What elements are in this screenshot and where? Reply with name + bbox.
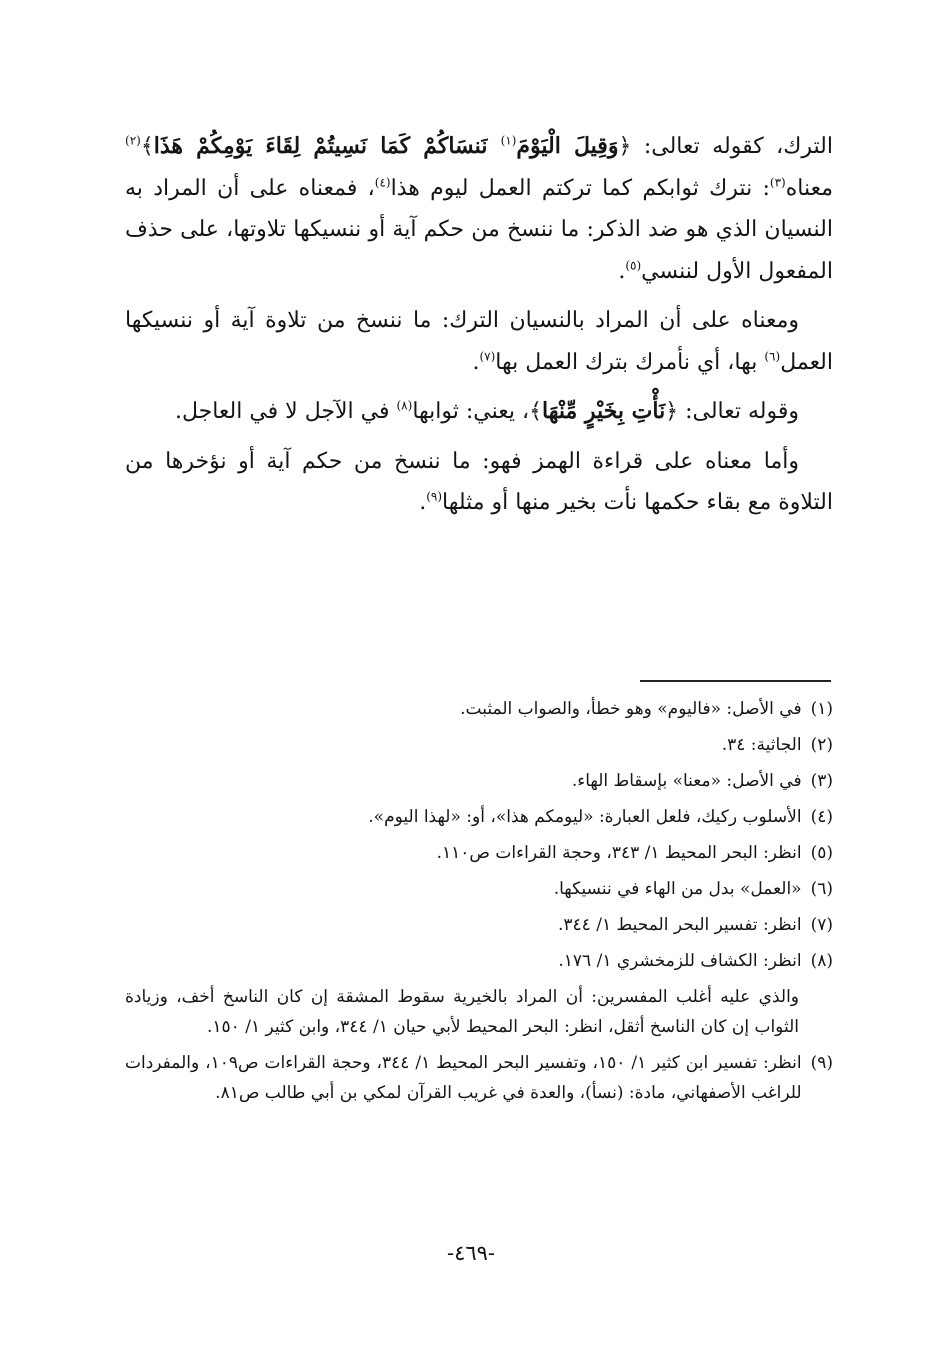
- footnote-number: (١): [810, 699, 833, 719]
- quran-bracket: ﴾: [140, 134, 154, 159]
- footnote-item: [125, 838, 833, 868]
- quran-verse: نَأْتِ بِخَيْرٍ مِّنْهَا: [541, 398, 666, 424]
- footnote-text: الجاثية: ٣٤.: [721, 735, 802, 755]
- footnote-marker: (٢): [125, 133, 141, 148]
- footnote-continuation: والذي عليه أغلب المفسرين: أن المراد بالخيرية سقوط المشقة إن كان الناسخ أخف، وزيادة الثواب إن كان الناسخ أثقل، انظر: البحر المحيط لأبي حيان ١/ ٣٤٤، وابن كثير ١/ ١٥٠.: [125, 987, 799, 1037]
- footnote-text: في الأصل: «معنا» بإسقاط الهاء.: [571, 771, 802, 791]
- footnote-text: انظر: البحر المحيط ١/ ٣٤٣، وحجة القراءات ص١١٠.: [436, 843, 802, 863]
- text-run: .: [618, 258, 626, 284]
- footnote-number: (٣): [810, 771, 833, 791]
- footnote-number: (٦): [810, 879, 833, 899]
- page-number: -٤٦٩-: [446, 1241, 496, 1265]
- footnote-marker: (٤): [374, 175, 391, 190]
- quran-verse: نَنسَاكُمْ كَمَا نَسِيتُمْ لِقَاءَ يَوْمِكُمْ هَذَا: [153, 133, 501, 159]
- body-paragraph: [125, 391, 833, 433]
- footnote-marker: (٩): [426, 489, 443, 504]
- text-run: ومعناه على أن المراد بالنسيان الترك: ما ننسخ من تلاوة آية أو ننسيكها العمل: [125, 308, 833, 375]
- footnote-text: «العمل» بدل من الهاء في ننسيكها.: [553, 879, 802, 899]
- text-run: في الآجل لا في العاجل.: [174, 399, 397, 424]
- footnote-marker: (٦): [764, 349, 781, 364]
- text-run: الترك، كقوله تعالى:: [631, 134, 833, 159]
- footnote-marker: (١): [500, 133, 517, 148]
- footnote-number: (٤): [810, 807, 833, 827]
- body-paragraph: [125, 441, 833, 524]
- footnote-number: (٥): [810, 843, 833, 863]
- footnote-marker: (٥): [625, 258, 642, 273]
- footnote-item: [125, 730, 833, 760]
- footnote-item: [125, 802, 833, 832]
- footnote-item: [125, 694, 833, 724]
- text-run: : نترك ثوابكم كما تركتم العمل ليوم هذا: [390, 175, 770, 201]
- footnote-text: الأسلوب ركيك، فلعل العبارة: «ليومكم هذا»، أو: «لهذا اليوم».: [368, 807, 802, 827]
- quran-verse: وَقِيلَ الْيَوْمَ: [516, 133, 619, 159]
- text-run: .: [419, 490, 427, 515]
- footnote-text: انظر: الكشاف للزمخشري ١/ ١٧٦.: [558, 951, 802, 971]
- footnote-item: [125, 946, 833, 976]
- footnote-number: (٨): [810, 951, 833, 971]
- footnote-text: في الأصل: «فاليوم» وهو خطأ، والصواب المثبت.: [460, 699, 802, 719]
- footnote-separator: [640, 680, 831, 682]
- footnote-number: (٧): [810, 915, 833, 935]
- footnote-item: [125, 910, 833, 940]
- footnotes-list: [125, 694, 833, 1114]
- footnote-marker: (٨): [396, 398, 413, 413]
- main-text: [125, 126, 833, 524]
- footnote-number: (٩): [810, 1053, 833, 1073]
- footnote-number: (٢): [810, 735, 833, 755]
- text-run: .: [472, 349, 480, 375]
- footnote-item: [125, 766, 833, 796]
- quran-bracket: ﴾: [529, 399, 542, 424]
- footnote-text: انظر: تفسير ابن كثير ١/ ١٥٠، وتفسير البحر المحيط ١/ ٣٤٤، وحجة القراءات ص١٠٩، والمفردات للراغب الأصفهاني، مادة: (نسأ)، والعدة في غريب القرآن لمكي بن أبي طالب ص٨١.: [125, 1053, 802, 1103]
- text-run: بها، أي نأمرك بترك العمل بها: [495, 349, 765, 375]
- text-run: وقوله تعالى:: [678, 399, 799, 424]
- footnote-item: [125, 874, 833, 904]
- footnote-marker: (٧): [479, 349, 496, 364]
- quran-bracket: ﴿: [665, 399, 679, 424]
- footnote-text: انظر: تفسير البحر المحيط ١/ ٣٤٤.: [557, 915, 802, 935]
- body-paragraph: [125, 126, 833, 292]
- body-paragraph: [125, 300, 833, 383]
- quran-bracket: ﴿: [618, 134, 632, 159]
- footnote-marker: (٣): [769, 175, 786, 190]
- text-run: معناه: [785, 175, 833, 201]
- text-run: ، يعني: ثوابها: [412, 399, 530, 424]
- text-run: وأما معناه على قراءة الهمز فهو: ما ننسخ من حكم آية أو نؤخرها من التلاوة مع بقاء حكمها نأت بخير منها أو مثلها: [125, 448, 833, 515]
- text-run: ، فمعناه على أن المراد به النسيان الذي هو ضد الذكر: ما ننسخ من حكم آية أو ننسيكها تلاوتها، على حذف المفعول الأول لننسي: [125, 175, 833, 284]
- footnote-item: [125, 1048, 833, 1108]
